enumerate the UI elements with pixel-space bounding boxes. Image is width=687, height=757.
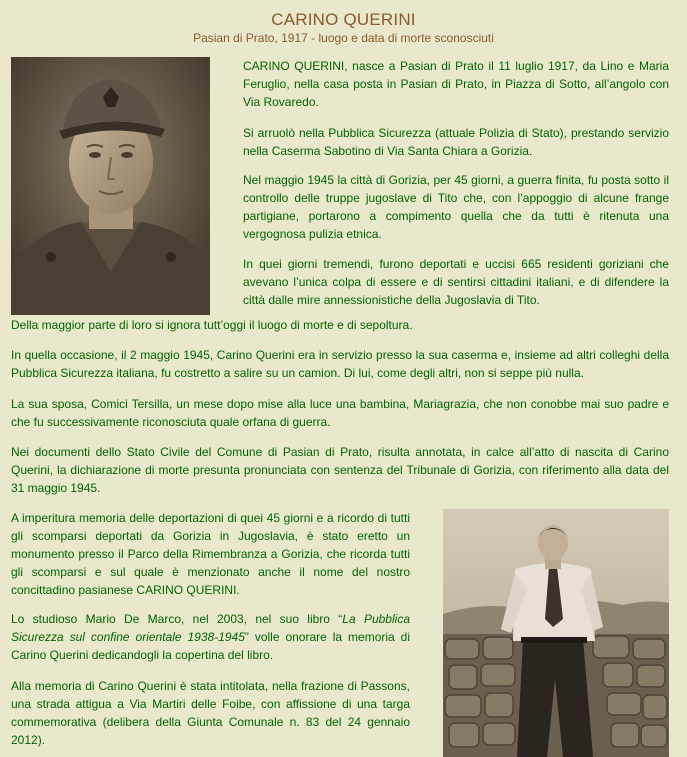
page-title: CARINO QUERINI	[271, 10, 416, 29]
paragraph-civil-records: Nei documenti dello Stato Civile del Comune di Pasian di Prato, risulta annotata, in calce all’atto di nascita di Carino Querini, la dichiarazione di morte presunta pronunciata con sentenza del Tribunale di Gorizia, con riferimento alla data del 31 maggio 1945.	[11, 445, 669, 495]
paragraph-book	[11, 610, 410, 664]
standing-photo	[443, 509, 669, 757]
book-title: La Pubblica Sicurezza sul confine orientale 1938-1945	[11, 612, 410, 644]
book-text-after: ” volle onorare la memoria di Carino Querini dedicandogli la copertina del libro.	[11, 630, 410, 662]
paragraph-birth: CARINO QUERINI, nasce a Pasian di Prato il 11 luglio 1917, da Lino e Maria Feruglio, nella casa posta in Pasian di Prato, in Piazza di Sotto, all’angolo con Via Rovaredo.	[243, 59, 669, 109]
paragraph-deportations: In quei giorni tremendi, furono deportati e uccisi 665 residenti goriziani che avevano l’unica colpa di essere e di sentirsi cittadini italiani, e di difendere la città dalle mire annessionistiche della Jugoslavia di Tito.	[243, 257, 669, 307]
paragraph-may-1945: Nel maggio 1945 la città di Gorizia, per 45 giorni, a guerra finita, fu posta sotto il controllo delle truppe jugoslave di Tito che, con l’appoggio di alcune frange partigiane, portarono a compimento quella che da tutti è ritenuta una vergognosa pulizia etnica.	[243, 173, 669, 241]
paragraph-family: La sua sposa, Comici Tersilla, un mese dopo mise alla luce una bambina, Mariagrazia, che non conobbe mai suo padre e che fu successivamente riconosciuta quale orfana di guerra.	[11, 397, 669, 429]
paragraph-street-dedication: Alla memoria di Carino Querini è stata intitolata, nella frazione di Passons, una strada attigua a Via Martiri delle Foibe, con affissione di una targa commemorativa (delibera della Giunta Comunale n. 83 del 24 gennaio 2012).	[11, 679, 410, 747]
portrait-photo-image	[11, 57, 210, 315]
page-subtitle: Pasian di Prato, 1917 - luogo e data di morte sconosciuti	[193, 31, 494, 45]
paragraph-enlistment: Si arruolò nella Pubblica Sicurezza (attuale Polizia di Stato), prestando servizio nella Caserma Sabotino di Via Santa Chiara a Gorizia.	[243, 126, 669, 158]
standing-photo-image	[443, 509, 669, 757]
paragraph-burial-unknown: Della maggior parte di loro si ignora tutt’oggi il luogo di morte e di sepoltura.	[11, 318, 413, 332]
paragraph-monument: A imperitura memoria delle deportazioni di quei 45 giorni e a ricordo di tutti gli scomparsi deportati da Gorizia in Jugoslavia, è stato eretto un monumento presso il Parco della Rimembranza a Gorizia, che ricorda tutti gli scomparsi e sul quale è menzionato anche il nome del nostro concittadino pasianese CARINO QUERINI.	[11, 511, 410, 597]
book-text-before: Lo studioso Mario De Marco, nel 2003, nel suo libro “	[11, 612, 343, 626]
portrait-photo	[11, 57, 210, 315]
paragraph-capture: In quella occasione, il 2 maggio 1945, Carino Querini era in servizio presso la sua caserma e, insieme ad altri colleghi della Pubblica Sicurezza italiana, fu costretto a salire su un camion. Di lui, come degli altri, non si seppe più nulla.	[11, 348, 669, 380]
